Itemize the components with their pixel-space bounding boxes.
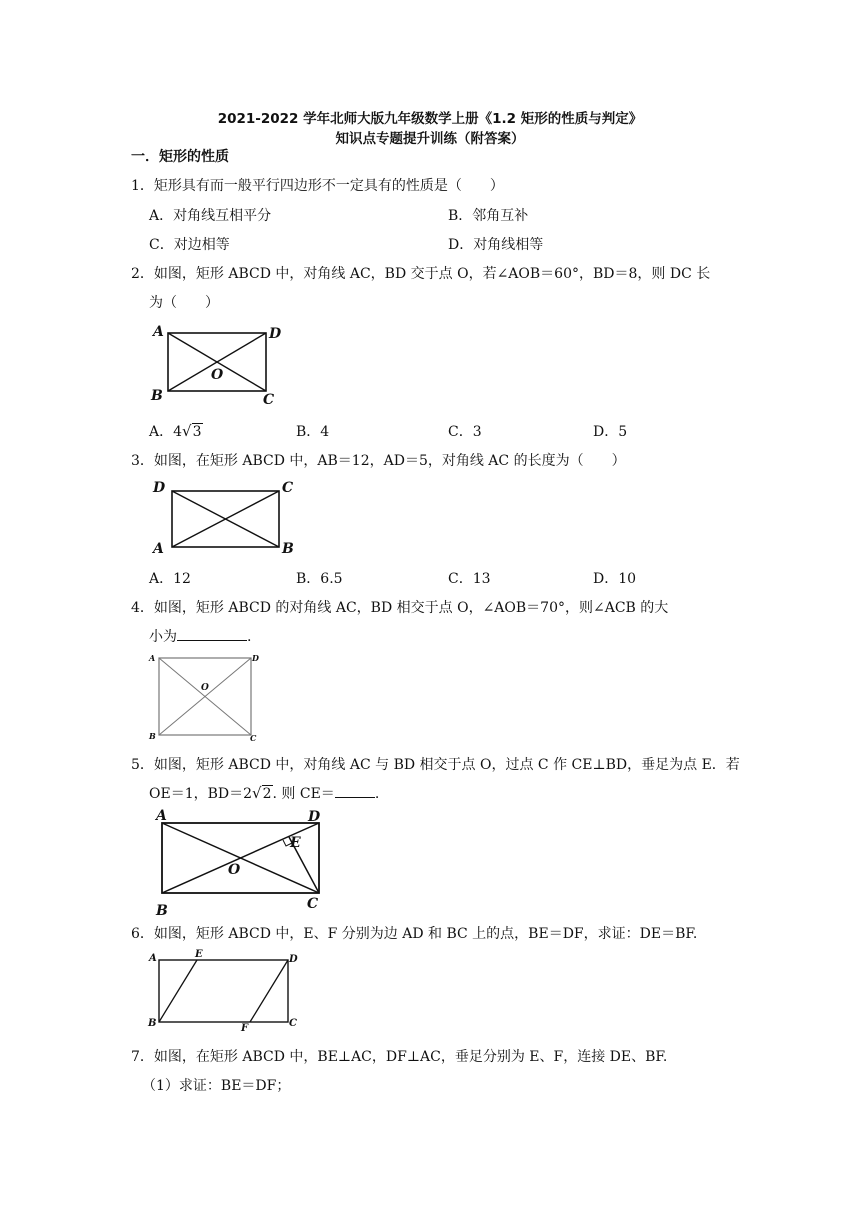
q5-label-a: A <box>156 808 167 824</box>
q1-option-c: C．对边相等 <box>149 237 230 253</box>
q3-option-d: D．10 <box>593 571 637 587</box>
q2-option-a-prefix: A．4 <box>149 424 183 440</box>
q6-label-b: B <box>148 1018 157 1029</box>
q1-option-d: D．对角线相等 <box>448 237 544 253</box>
q2-label-a: A <box>153 324 164 340</box>
q6-label-d: D <box>289 954 298 965</box>
question-3-stem: 3．如图，在矩形 ABCD 中，AB＝12，AD＝5，对角线 AC 的长度为（ ） <box>131 453 626 469</box>
q5-label-o: O <box>228 862 241 878</box>
page-subtitle: 知识点专题提升训练（附答案） <box>335 131 525 147</box>
q5-answer-blank[interactable] <box>335 785 375 798</box>
question-5-stem: 5．如图，矩形 ABCD 中，对角线 AC 与 BD 相交于点 O，过点 C 作 CE⊥BD，垂足为点 E．若 <box>131 757 740 773</box>
q4-rectangle-figure <box>148 652 268 742</box>
q4-label-c: C <box>250 733 257 743</box>
q3-option-a: A．12 <box>149 571 191 587</box>
question-4-stem: 4．如图，矩形 ABCD 的对角线 AC，BD 相交于点 O，∠AOB＝70°，则∠ACB 的大 <box>131 600 669 616</box>
q6-label-a: A <box>149 953 157 964</box>
question-6-stem: 6．如图，矩形 ABCD 中，E、F 分别为边 AD 和 BC 上的点，BE＝DF，求证：DE＝BF. <box>131 926 698 942</box>
q3-label-b: B <box>282 541 294 557</box>
q4-answer-blank[interactable] <box>177 628 247 641</box>
q5-stem-suffix: . <box>374 786 380 802</box>
q5-label-e: E <box>290 835 301 851</box>
q5-stem-prefix: OE＝1，BD＝2 <box>149 786 253 802</box>
q6-label-f: F <box>241 1023 249 1034</box>
q5-radicand: 2 <box>262 786 272 802</box>
q2-label-c: C <box>263 392 275 408</box>
question-1-stem: 1．矩形具有而一般平行四边形不一定具有的性质是（ ） <box>131 178 504 194</box>
q5-label-c: C <box>307 896 319 912</box>
q1-option-a: A．对角线互相平分 <box>149 208 272 224</box>
q3-rectangle-figure <box>150 478 300 558</box>
page-title: 2021-2022 学年北师大版九年级数学上册《1.2 矩形的性质与判定》 <box>217 111 643 127</box>
q4-label-a: A <box>149 653 156 663</box>
question-2-stem-cont: 为（ ） <box>149 295 219 311</box>
q4-label-o: O <box>201 683 209 693</box>
q1-option-b: B．邻角互补 <box>448 208 529 224</box>
q2-rectangle-figure <box>150 320 290 410</box>
question-7-stem: 7．如图，在矩形 ABCD 中，BE⊥AC，DF⊥AC，垂足分别为 E、F，连接 DE、BF. <box>131 1049 668 1065</box>
q3-label-d: D <box>153 480 166 496</box>
q5-label-b: B <box>156 903 168 919</box>
q2-label-b: B <box>151 388 163 404</box>
q4-stem-prefix: 小为 <box>149 629 177 645</box>
q2-option-d: D．5 <box>593 424 628 440</box>
q3-option-c: C．13 <box>448 571 491 587</box>
question-4-stem-cont <box>149 626 251 646</box>
q5-stem-mid: . 则 CE＝ <box>272 786 335 802</box>
q6-rectangle-figure <box>148 950 308 1032</box>
q5-label-d: D <box>308 809 321 825</box>
q4-stem-suffix: . <box>247 629 252 645</box>
q4-label-b: B <box>149 731 156 741</box>
q5-rectangle-figure <box>150 806 335 919</box>
q2-label-o: O <box>211 367 224 383</box>
q6-label-e: E <box>195 949 203 960</box>
q2-option-b: B．4 <box>296 424 330 440</box>
q3-label-a: A <box>153 541 164 557</box>
q3-label-c: C <box>282 480 294 496</box>
question-5-stem-cont: OE＝1，BD＝2√2. 则 CE＝ . <box>149 784 380 802</box>
q3-option-b: B．6.5 <box>296 571 343 587</box>
section-heading: 一．矩形的性质 <box>131 149 229 165</box>
q4-label-d: D <box>252 653 259 663</box>
q6-label-c: C <box>289 1018 297 1029</box>
question-7-part-1: （1）求证：BE＝DF； <box>142 1078 291 1094</box>
q2-option-a-radicand: 3 <box>192 424 202 440</box>
q2-option-a: A．4√3 <box>149 422 202 440</box>
q2-option-c: C．3 <box>448 424 482 440</box>
q2-label-d: D <box>269 326 282 342</box>
question-2-stem: 2．如图，矩形 ABCD 中，对角线 AC，BD 交于点 O，若∠AOB＝60°，BD＝8，则 DC 长 <box>131 266 711 282</box>
